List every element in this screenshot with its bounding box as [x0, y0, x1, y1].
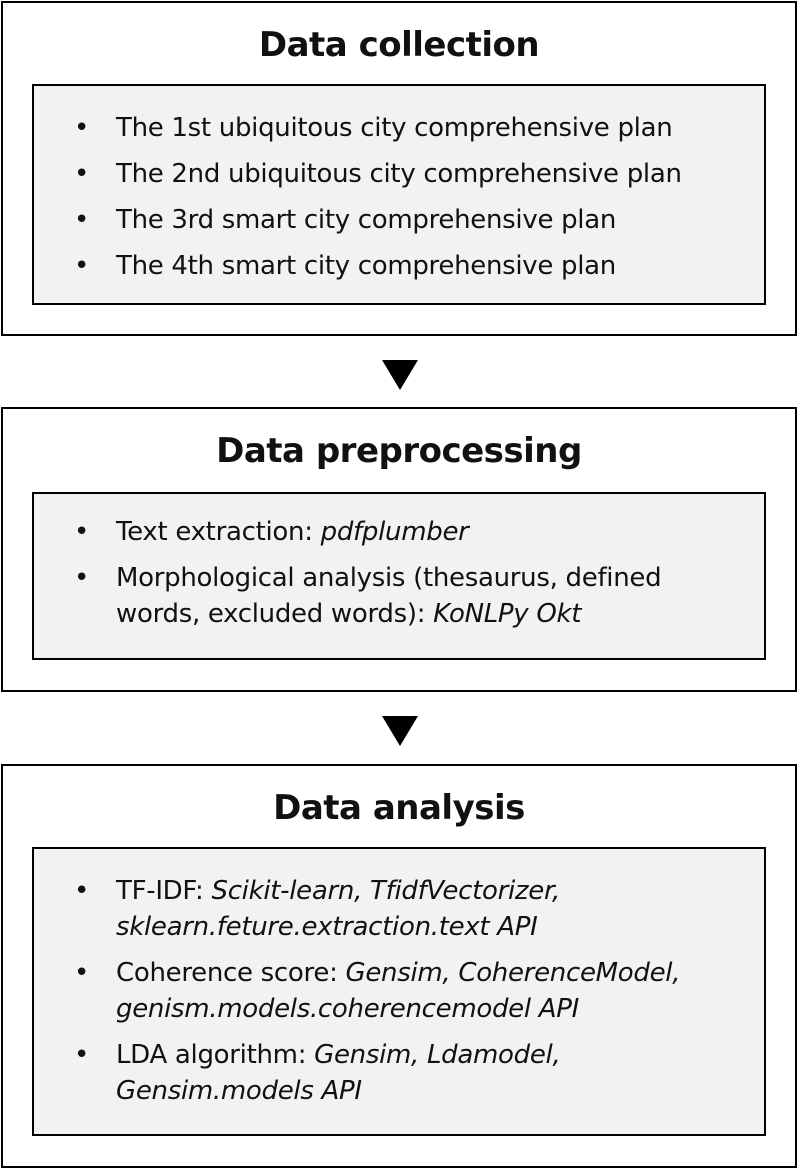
data-preprocessing-box: [1, 407, 797, 692]
bullet-icon: •: [74, 563, 90, 593]
bullet-icon: •: [74, 251, 90, 281]
list-item: [34, 248, 764, 284]
stage-title: Data preprocessing: [216, 431, 582, 471]
bullet-icon: •: [74, 517, 90, 547]
item-separator: :: [416, 599, 434, 629]
bullet-icon: •: [74, 876, 90, 906]
stage-items-list: [34, 110, 764, 284]
stage-title: Data collection: [258, 25, 540, 65]
item-label: TF-IDF: [116, 876, 196, 906]
list-item: [34, 1037, 764, 1109]
item-text: The 4th smart city comprehensive plan: [116, 251, 616, 281]
list-item: [34, 156, 764, 192]
bullet-icon: •: [74, 159, 90, 189]
bullet-icon: •: [74, 1040, 90, 1070]
list-item: [34, 560, 764, 632]
item-separator: :: [304, 517, 321, 547]
item-separator: :: [195, 876, 212, 906]
data-collection-box: [1, 1, 797, 336]
stage-items-panel: [32, 492, 766, 660]
stage-items-list: [34, 514, 764, 632]
item-separator: :: [329, 958, 346, 988]
stage-title: Data analysis: [273, 788, 525, 828]
bullet-icon: •: [74, 113, 90, 143]
stage-items-panel: [32, 847, 766, 1136]
item-tools: Gensim, Ldamodel, Gensim.models API: [116, 1040, 561, 1106]
item-label: Coherence score: [116, 958, 330, 988]
list-item: [34, 110, 764, 146]
list-item: [34, 873, 764, 945]
bullet-icon: •: [74, 958, 90, 988]
item-label: Text extraction: [116, 517, 305, 547]
down-arrow-icon: [382, 716, 418, 746]
list-item: [34, 514, 764, 550]
item-tools: pdfplumber: [320, 517, 469, 547]
item-label: Morphological analysis (thesaurus, defined words, excluded words): [116, 563, 662, 629]
list-item: [34, 955, 764, 1027]
item-tools: Gensim, CoherenceModel, genism.models.coherencemodel API: [116, 958, 681, 1024]
item-tools: KoNLPy Okt: [433, 599, 582, 629]
stage-items-list: [34, 873, 764, 1109]
item-text: The 2nd ubiquitous city comprehensive plan: [116, 159, 682, 189]
data-analysis-box: [1, 764, 797, 1168]
item-separator: :: [297, 1040, 315, 1070]
list-item: [34, 202, 764, 238]
item-label: LDA algorithm: [116, 1040, 298, 1070]
bullet-icon: •: [74, 205, 90, 235]
stage-items-panel: [32, 84, 766, 305]
item-tools: Scikit-learn, TfidfVectorizer, sklearn.feture.extraction.text API: [116, 876, 560, 942]
down-arrow-icon: [382, 360, 418, 390]
item-text: The 3rd smart city comprehensive plan: [116, 205, 617, 235]
item-text: The 1st ubiquitous city comprehensive plan: [116, 113, 673, 143]
